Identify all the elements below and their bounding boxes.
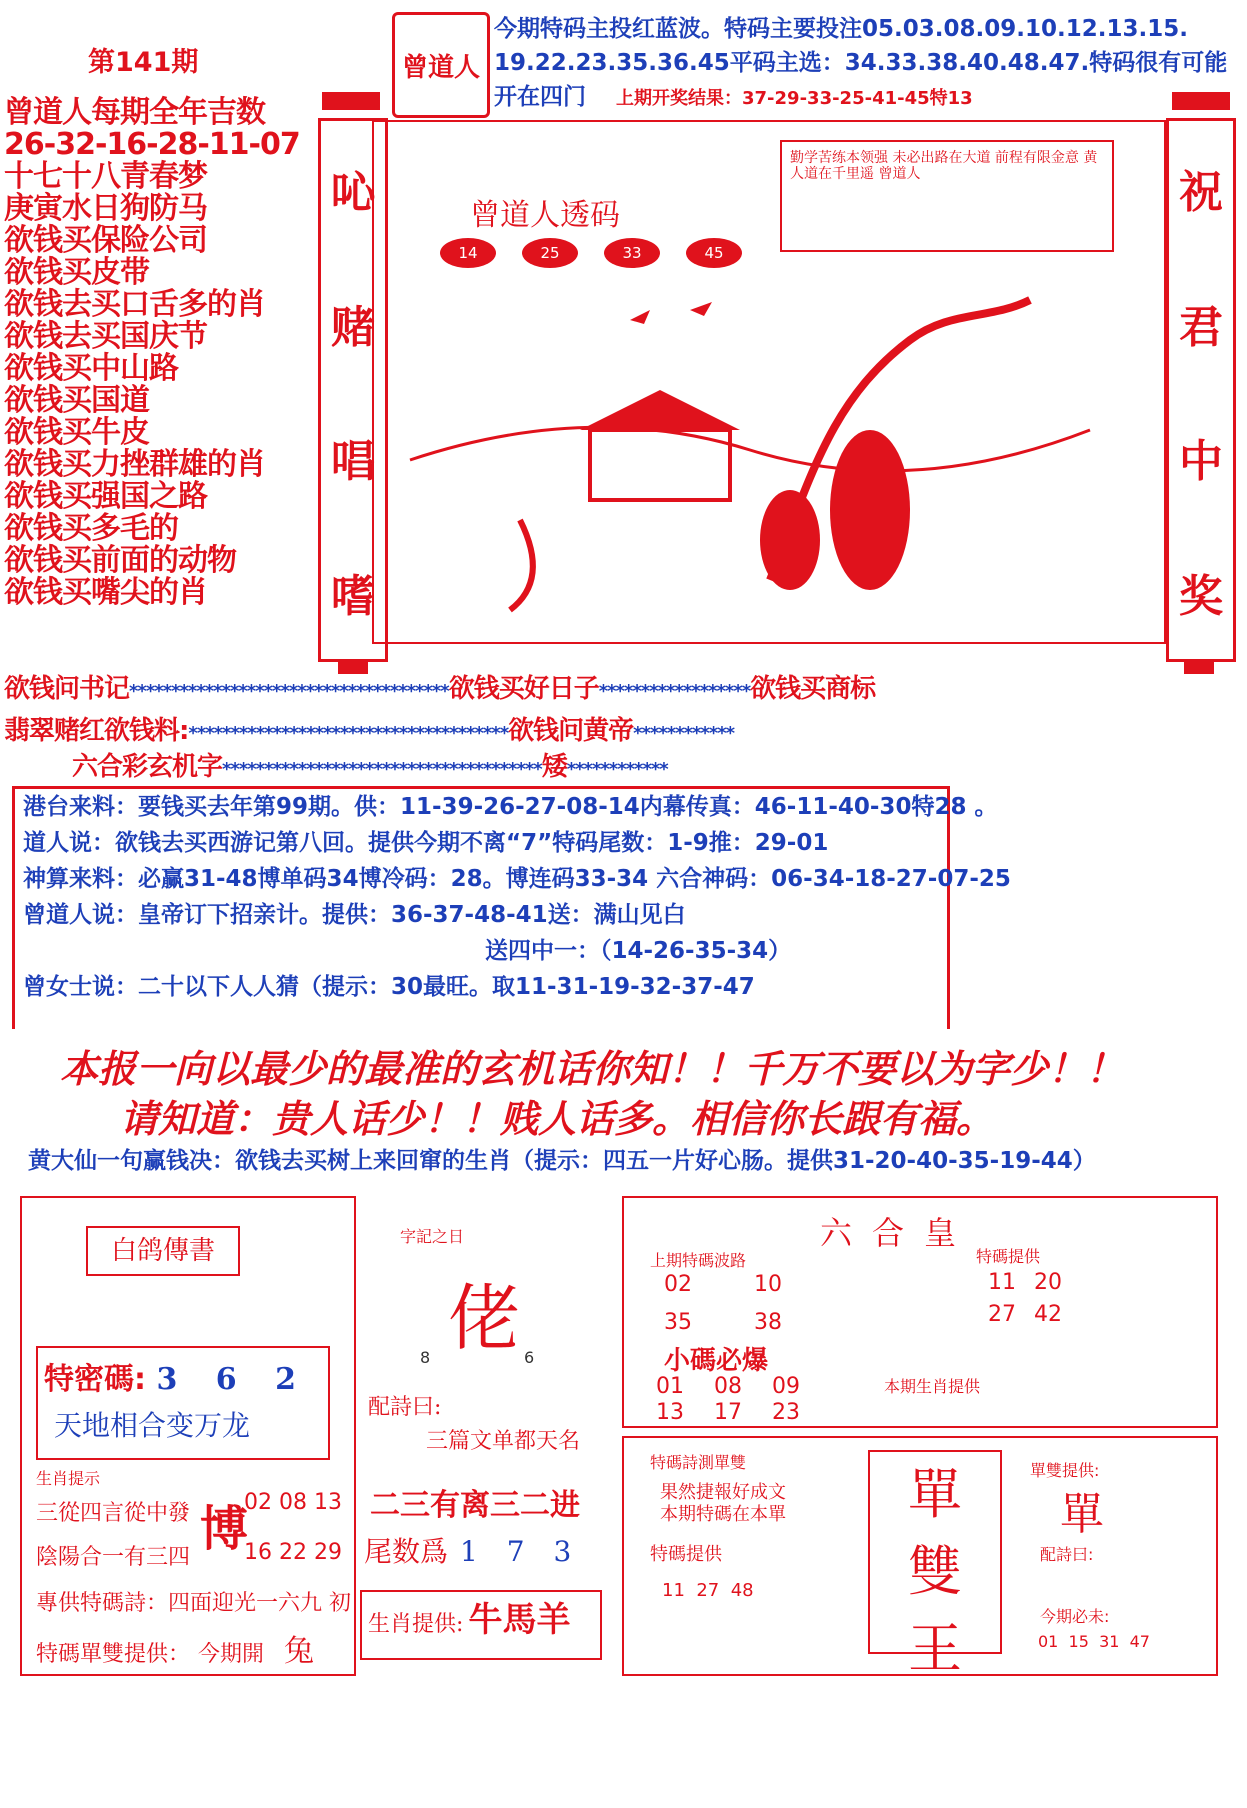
left-tip-line: 欲钱买嘴尖的肖: [4, 575, 207, 610]
small-num: 01: [656, 1374, 684, 1399]
zodiac-head: 生肖提示: [36, 1469, 101, 1488]
stars-line-1-a: 欲钱问书记: [4, 674, 130, 704]
mid-zodiac-value: 牛馬羊: [468, 1600, 571, 1640]
tail-value: 1 7 3: [460, 1535, 582, 1568]
left-tip-line: 欲钱买多毛的: [4, 511, 178, 546]
info-line: 神算来料：必赢31-48博单码34博冷码：28。博连码33-34 六合神码：06-34-18-27-07-25: [23, 866, 1011, 892]
left-tip-line: 欲钱买保险公司: [4, 223, 207, 258]
small-num: 08: [714, 1374, 742, 1399]
single-label: 特碼單雙提供：: [36, 1642, 191, 1667]
info-line: 送四中一：（14-26-35-34）: [485, 938, 792, 964]
ball: 25: [522, 238, 578, 268]
tm-num: 20: [1034, 1270, 1062, 1295]
char-num-1: 8: [420, 1348, 431, 1367]
picture-balls: [440, 238, 742, 268]
bo-nums-1: 02 08 13: [244, 1490, 342, 1515]
wave-num: 10: [754, 1272, 782, 1297]
header-line-1: 今期特码主投红蓝波。特码主要投注05.03.08.09.10.12.13.15.: [494, 16, 1188, 42]
right-scroll-char: 中: [1179, 436, 1223, 488]
left-tip-line: 欲钱买中山路: [4, 351, 178, 386]
small-num: 13: [656, 1400, 684, 1425]
ball: 14: [440, 238, 496, 268]
stars-fill: ************: [566, 759, 668, 780]
header-line-3: 开在四门: [494, 84, 586, 110]
char-of-day: 佬: [448, 1276, 521, 1360]
ball: 45: [686, 238, 742, 268]
stars-line-3-b: 矮: [541, 752, 567, 782]
single-value: 今期開: [198, 1642, 265, 1667]
left-tip-line: 欲钱去买国庆节: [4, 319, 207, 354]
left-tip-line: 26-32-16-28-11-07: [4, 127, 300, 162]
stars-fill: ******************: [598, 681, 751, 702]
left-scroll-char: 吣: [331, 167, 375, 219]
huang-daxian-tip: 黄大仙一句赢钱决：欲钱去买树上来回窜的生肖（提示：四五一片好心肠。提供31-20-40-35-19-44）: [28, 1148, 1096, 1174]
info-line: 道人说：欲钱去买西游记第八回。提供今期不离“7”特码尾数：1-9推：29-01: [23, 830, 829, 856]
sd-right-title: 單雙提供:: [1030, 1461, 1100, 1480]
info-line: 曾女士说：二十以下人人猜（提示：30最旺。取11-31-19-32-37-47: [23, 974, 755, 1000]
sd-must-nums: 01 15 31 47: [1038, 1632, 1150, 1651]
pigeon-title: 白鸽傳書: [86, 1226, 240, 1276]
right-scroll-char: 奖: [1179, 570, 1223, 622]
left-tip-line: 欲钱买强国之路: [4, 479, 207, 514]
sd-poem-line-2: 本期特碼在本單: [660, 1504, 786, 1525]
header-text: [494, 12, 1239, 116]
stars-fill: ************: [633, 723, 735, 744]
sd-must-label: 今期必未:: [1040, 1607, 1110, 1626]
left-tip-line: 欲钱买牛皮: [4, 415, 149, 450]
mid-phrase: 二三有离三二进: [370, 1488, 580, 1523]
left-tip-line: 曾道人每期全年吉数: [4, 95, 265, 130]
picture-title: 曾道人透码: [470, 198, 620, 233]
header-line-2: 19.22.23.35.36.45平码主选：34.33.38.40.48.47.特码很有可能: [494, 50, 1228, 76]
stars-fill: **************************************: [222, 759, 542, 780]
small-nums-row-1: [656, 1374, 800, 1399]
small-code-label: 小碼必爆: [664, 1346, 769, 1376]
stars-line-2-a: 翡翠赌红欲钱料:: [4, 716, 189, 746]
right-scroll-bottom-rod: [1184, 660, 1214, 674]
stars-line-1-c: 欲钱买商标: [750, 674, 876, 704]
left-scroll-char: 唱: [331, 436, 375, 488]
stars-fill: **************************************: [129, 681, 449, 702]
bo-nums-2: 16 22 29: [244, 1540, 342, 1565]
info-line: 曾道人说：皇帝订下招亲计。提供：36-37-48-41送：满山见白: [23, 902, 686, 928]
tail-label: 尾数爲: [364, 1535, 449, 1568]
info-line: 港台来料：要钱买去年第99期。供：11-39-26-27-08-14内幕传真：46-11-40-30特28 。: [23, 794, 998, 820]
sd-poem-title: 特碼詩測單雙: [650, 1453, 747, 1472]
wave-num: 38: [754, 1310, 782, 1335]
char-num-2: 6: [524, 1348, 535, 1367]
left-tip-line: 欲钱买前面的动物: [4, 543, 236, 578]
tm-label: 特碼提供: [976, 1247, 1041, 1266]
right-scroll-char: 祝: [1179, 167, 1223, 219]
landscape-illustration: [390, 280, 1150, 630]
picture-poem-box: [780, 140, 1114, 252]
left-tip-line: 欲钱买国道: [4, 383, 149, 418]
left-tip-line: 欲钱买力挫群雄的肖: [4, 447, 265, 482]
left-scroll-top-rod: [322, 92, 380, 110]
info-box: [12, 786, 1011, 1029]
king-box: [868, 1450, 1002, 1680]
stars-line-3-a: 六合彩玄机字: [72, 752, 223, 782]
sd-poem-line-1: 果然捷報好成文: [660, 1482, 786, 1503]
left-line-b: 陰陽合一有三四: [36, 1545, 191, 1570]
zodiac-provide-text: 本期生肖提供: [884, 1377, 981, 1396]
char-of-day-head: 字記之日: [400, 1227, 465, 1246]
secret-code-phrase: 天地相合变万龙: [54, 1409, 251, 1442]
right-scroll: [1166, 118, 1236, 662]
ball: 33: [604, 238, 660, 268]
tail-numbers: [364, 1530, 581, 1570]
mid-zodiac-box: [360, 1590, 602, 1660]
liuhe-brand: 六合皇: [820, 1214, 977, 1252]
left-line-a: 三從四言從中發: [36, 1501, 191, 1526]
small-num: 23: [772, 1400, 800, 1425]
small-num: 17: [714, 1400, 742, 1425]
left-tip-line: 欲钱去买口舌多的肖: [4, 287, 265, 322]
secret-code-box: [36, 1346, 330, 1460]
mid-zodiac-label: 生肖提供:: [368, 1612, 464, 1637]
sd-right-big-char: 單: [1060, 1489, 1104, 1540]
king-char: 雙: [908, 1540, 962, 1603]
secret-code-label: 特密碼:: [44, 1362, 146, 1397]
secret-code-value: 3 6 2: [156, 1362, 310, 1397]
stars-line-2: [4, 710, 734, 747]
issue-number: 第141期: [88, 47, 199, 78]
left-tip-line: 欲钱买皮带: [4, 255, 149, 290]
slogan-1: 本报一向以最少的最准的玄机话你知！！千万不要以为字少！！: [60, 1046, 1125, 1091]
stars-line-1-b: 欲钱买好日子: [448, 674, 599, 704]
stars-line-2-b: 欲钱问黄帝: [508, 716, 634, 746]
stars-fill: **************************************: [188, 723, 509, 744]
left-tip-line: 十七十八青春梦: [4, 159, 207, 194]
tm-num: 42: [1034, 1302, 1062, 1327]
king-char: 單: [908, 1463, 962, 1526]
wave-num: 35: [664, 1310, 692, 1335]
small-num: 09: [772, 1374, 800, 1399]
wave-num: 02: [664, 1272, 692, 1297]
special-poem: 專供特碼詩：四面迎光一六九 初: [36, 1591, 351, 1616]
right-scroll-char: 君: [1179, 301, 1223, 353]
sd-poem2-label: 配詩曰:: [1040, 1545, 1094, 1564]
last-wave-label: 上期特碼波路: [650, 1251, 747, 1270]
left-scroll-char: 嗜: [331, 570, 375, 622]
right-scroll-top-rod: [1172, 92, 1230, 110]
stars-line-3: [72, 746, 668, 783]
left-tips-list: [4, 97, 322, 609]
sd-tm-nums: 11 27 48: [662, 1580, 754, 1601]
picture-poem: 勤学苦练本领强 未必出路在大道 前程有限金意 黄人道在千里遥 曾道人: [790, 150, 1098, 182]
sd-tm-provide: 特碼提供: [650, 1544, 722, 1565]
tm-num: 11: [988, 1270, 1016, 1295]
small-nums-row-2: [656, 1400, 800, 1425]
logo: [392, 12, 490, 118]
stars-line-1: [4, 668, 875, 705]
mid-poem: 三篇文单都天名: [426, 1429, 581, 1454]
single-double-tip: [36, 1626, 314, 1670]
single-animal: 兔: [284, 1634, 315, 1669]
tm-num: 27: [988, 1302, 1016, 1327]
slogan-2: 请知道：贵人话少！！贱人话多。相信你长跟有福。: [120, 1096, 995, 1141]
left-tip-line: 庚寅水日狗防马: [4, 191, 207, 226]
king-char: 王: [908, 1617, 962, 1680]
bo-char: 博: [200, 1501, 249, 1557]
mid-poem-label: 配詩曰:: [368, 1395, 442, 1420]
last-result: 上期开奖结果：37-29-33-25-41-45特13: [616, 88, 973, 109]
left-scroll-char: 赌: [331, 301, 375, 353]
logo-text: 曾道人: [401, 52, 480, 83]
